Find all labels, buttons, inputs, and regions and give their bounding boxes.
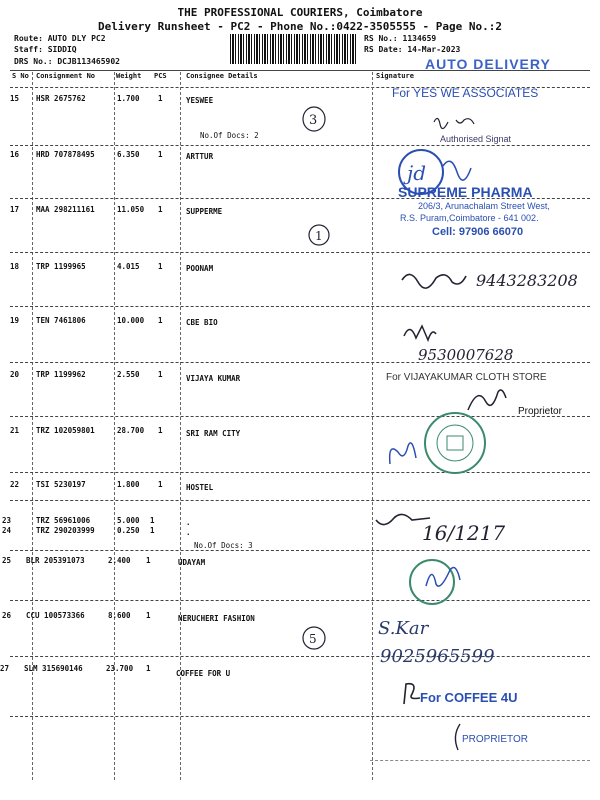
col-divider: [32, 72, 33, 780]
vijaya-seal-text: For VIJAYAKUMAR CLOTH STORE: [386, 372, 547, 383]
proprietor-label: Proprietor: [518, 406, 562, 417]
svg-text:1: 1: [315, 229, 323, 243]
barcode: [230, 34, 358, 64]
coffee-seal-text: For COFFEE 4U: [420, 690, 518, 705]
row-weight: 6.350: [117, 150, 140, 159]
col-header-consignment: Consignment No: [36, 72, 96, 80]
row-consignment: TSI 5230197: [36, 480, 86, 489]
handwritten-number-1: [306, 222, 332, 248]
route-label: Route: AUTO DLY PC2: [14, 34, 106, 43]
signature-rule: [370, 760, 590, 761]
row-consignment: TRZ 102059801: [36, 426, 95, 435]
row-consignment: MAA 298211161: [36, 205, 95, 214]
row-weight: 2.400: [108, 556, 131, 565]
signature-hostel: [372, 504, 532, 548]
row-note: No.Of Docs: 3: [194, 541, 253, 550]
row-sno: 20: [10, 370, 20, 379]
coffee-proprietor: PROPRIETOR: [462, 734, 528, 745]
signature-date: 16/1217: [422, 521, 506, 545]
col-divider: [372, 72, 373, 780]
row-consignment: TRP 1199962: [36, 370, 86, 379]
row-pcs: 1: [158, 150, 163, 159]
row-pcs: 1: [158, 426, 163, 435]
row-consignee: UDAYAM: [178, 558, 206, 567]
row-consignee: .: [186, 528, 191, 537]
row-rule: [10, 145, 590, 146]
row-sno: 22: [10, 480, 20, 489]
row-weight: 4.015: [117, 262, 140, 271]
row-consignment: TRZ 56961006: [36, 516, 91, 525]
row-consignment: HSR 2675762: [36, 94, 86, 103]
document-title: THE PROFESSIONAL COURIERS, Coimbatore: [177, 6, 423, 19]
row-rule: [10, 306, 590, 307]
row-consignment: SLM 315690146: [24, 664, 83, 673]
sri-ram-city-seal: [420, 408, 490, 478]
runsheet-subtitle: Delivery Runsheet - PC2 - Phone No.:0422-3505555 - Page No.:2: [98, 20, 502, 33]
row-pcs: 1: [158, 316, 163, 325]
row-consignee: SRI RAM CITY: [186, 429, 241, 438]
row-sno: 23: [2, 516, 12, 525]
row-consignee: POONAM: [186, 264, 214, 273]
auto-delivery-stamp: AUTO DELIVERY: [425, 56, 551, 72]
row-pcs: 1: [158, 94, 163, 103]
svg-text:5: 5: [309, 632, 317, 646]
row-sno: 27: [0, 664, 10, 673]
row-weight: 0.250: [117, 526, 140, 535]
supreme-address-2: R.S. Puram,Coimbatore - 641 002.: [400, 213, 539, 223]
row-consignee: CBE BIO: [186, 318, 218, 327]
row-weight: 1.800: [117, 480, 140, 489]
row-consignee: SUPPERME: [186, 207, 223, 216]
signature-sriram: [384, 434, 424, 474]
row-rule: [10, 550, 590, 551]
row-consignment: CCU 100573366: [26, 611, 85, 620]
row-sno: 15: [10, 94, 20, 103]
row-sno: 25: [2, 556, 12, 565]
row-consignee: HOSTEL: [186, 483, 214, 492]
row-sno: 19: [10, 316, 20, 325]
col-header-sno: S No: [12, 72, 29, 80]
row-rule: [10, 500, 590, 501]
row-consignee: NERUCHERI FASHION: [178, 614, 255, 623]
row-consignment: BLR 205391073: [26, 556, 85, 565]
signature-phone-3: 9025965599: [380, 646, 495, 667]
row-weight: 8.600: [108, 611, 131, 620]
yeswe-seal-text: For YES WE ASSOCIATES: [392, 86, 539, 100]
rs-date: RS Date: 14-Mar-2023: [364, 45, 461, 54]
row-consignee: VIJAYA KUMAR: [186, 374, 241, 383]
row-sno: 16: [10, 150, 20, 159]
row-consignee: COFFEE FOR U: [176, 669, 231, 678]
row-rule: [10, 472, 590, 473]
row-pcs: 1: [158, 370, 163, 379]
row-weight: 1.700: [117, 94, 140, 103]
rs-number: RS No.: 1134659: [364, 34, 437, 43]
row-rule: [10, 656, 590, 657]
col-header-weight: Weight: [116, 72, 142, 80]
row-pcs: 1: [146, 556, 151, 565]
row-sno: 18: [10, 262, 20, 271]
row-consignment: HRD 707878495: [36, 150, 95, 159]
row-weight: 11.050: [117, 205, 145, 214]
row-consignment: TEN 7461806: [36, 316, 86, 325]
authorised-signatory: Authorised Signat: [440, 134, 512, 144]
row-sno: 17: [10, 205, 20, 214]
row-pcs: 1: [150, 516, 155, 525]
row-consignment: TRZ 290203999: [36, 526, 95, 535]
row-pcs: 1: [158, 480, 163, 489]
col-header-consignee: Consignee Details: [186, 72, 258, 80]
row-pcs: 1: [146, 664, 151, 673]
col-divider: [114, 72, 115, 780]
row-weight: 10.000: [117, 316, 145, 325]
supreme-pharma-name: SUPREME PHARMA: [398, 184, 533, 200]
udayam-seal: [406, 556, 486, 608]
row-pcs: 1: [150, 526, 155, 535]
row-rule: [10, 716, 590, 717]
row-pcs: 1: [158, 205, 163, 214]
svg-text:3: 3: [309, 113, 318, 128]
row-consignment: TRP 1199965: [36, 262, 86, 271]
row-rule: [10, 600, 590, 601]
signature-scribble: [430, 112, 490, 132]
drs-number: DRS No.: DCJB113465902: [14, 57, 120, 66]
table-top-rule: [10, 70, 590, 71]
row-consignee: .: [186, 518, 191, 527]
col-header-pcs: PCS: [154, 72, 167, 80]
signature-phone-2: 9530007628: [418, 346, 514, 364]
row-sno: 24: [2, 526, 12, 535]
signature-phone-1: 9443283208: [476, 271, 578, 290]
row-pcs: 1: [146, 611, 151, 620]
handwritten-number-5: [300, 624, 330, 654]
staff-label: Staff: SIDDIQ: [14, 45, 77, 54]
row-weight: 23.700: [106, 664, 134, 673]
row-weight: 2.550: [117, 370, 140, 379]
supreme-address-1: 206/3, Arunachalam Street West,: [418, 201, 550, 211]
svg-text:jd: jd: [407, 161, 427, 185]
row-weight: 28.700: [117, 426, 145, 435]
row-rule: [10, 416, 590, 417]
col-header-signature: Signature: [376, 72, 414, 80]
row-consignee: YESWEE: [186, 96, 214, 105]
row-rule: [10, 252, 590, 253]
row-note: No.Of Docs: 2: [200, 131, 259, 140]
signature-skar: S.Kar: [378, 618, 429, 639]
row-sno: 26: [2, 611, 12, 620]
handwritten-number-3: [300, 104, 330, 134]
row-pcs: 1: [158, 262, 163, 271]
signature-poonam: [396, 258, 586, 306]
signature-cbe-bio: [400, 318, 530, 366]
row-sno: 21: [10, 426, 20, 435]
row-consignee: ARTTUR: [186, 152, 214, 161]
supreme-cell: Cell: 97906 66070: [432, 226, 524, 238]
row-weight: 5.000: [117, 516, 140, 525]
